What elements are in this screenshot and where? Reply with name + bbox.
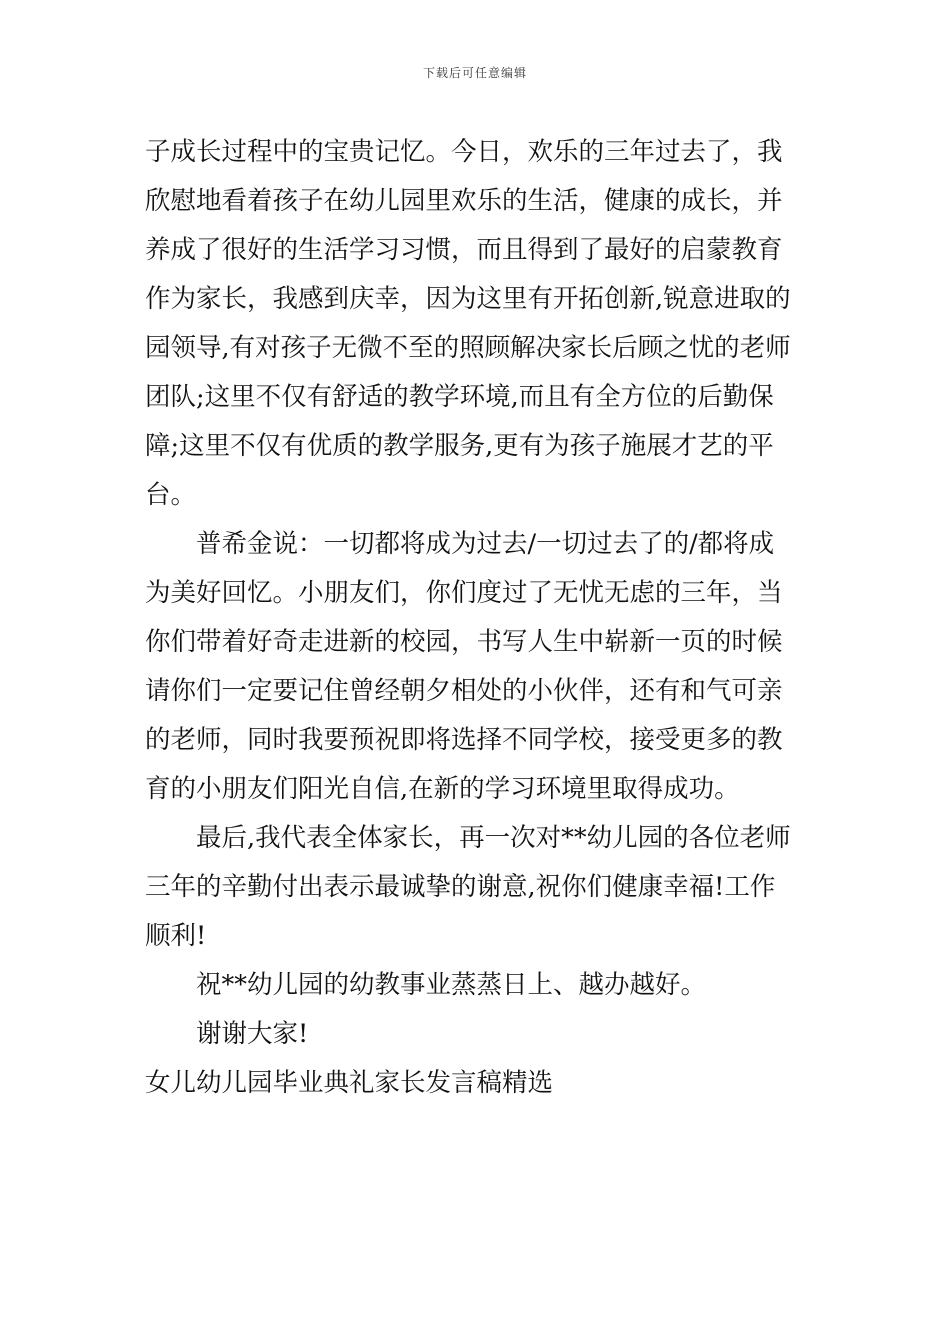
paragraph-line: 的老师，同时我要预祝即将选择不同学校，接受更多的教 — [145, 725, 783, 755]
paragraph-line: 为美好回忆。小朋友们，你们度过了无忧无虑的三年，当 — [145, 578, 783, 608]
next-section-title: 女儿幼儿园毕业典礼家长发言稿精选 — [145, 1068, 554, 1098]
paragraph-line: 子成长过程中的宝贵记忆。今日，欢乐的三年过去了，我 — [145, 137, 783, 167]
paragraph-line: 你们带着好奇走进新的校园，书写人生中崭新一页的时候 — [145, 627, 783, 657]
paragraph-line: 养成了很好的生活学习习惯，而且得到了最好的启蒙教育 — [145, 235, 783, 265]
paragraph-line: 最后,我代表全体家长，再一次对**幼儿园的各位老师 — [196, 823, 791, 853]
paragraph-line: 台。 — [145, 480, 197, 510]
header-note: 下载后可任意编辑 — [422, 66, 527, 80]
paragraph-line: 育的小朋友们阳光自信,在新的学习环境里取得成功。 — [145, 774, 740, 804]
paragraph-line: 谢谢大家! — [196, 1019, 309, 1049]
paragraph-line: 欣慰地看着孩子在幼儿园里欢乐的生活，健康的成长，并 — [145, 186, 783, 216]
paragraph-line: 三年的辛勤付出表示最诚挚的谢意,祝你们健康幸福!工作 — [145, 872, 776, 902]
paragraph-line: 顺利! — [145, 921, 207, 951]
paragraph-line: 障;这里不仅有优质的教学服务,更有为孩子施展才艺的平 — [145, 431, 774, 461]
paragraph-line: 普希金说：一切都将成为过去/一切过去了的/都将成 — [196, 529, 775, 559]
paragraph-line: 园领导,有对孩子无微不至的照顾解决家长后顾之忧的老师 — [145, 333, 791, 363]
paragraph-line: 作为家长，我感到庆幸，因为这里有开拓创新,锐意进取的 — [145, 284, 791, 314]
paragraph-line: 请你们一定要记住曾经朝夕相处的小伙伴，还有和气可亲 — [145, 676, 783, 706]
document-body — [145, 128, 810, 1108]
paragraph-line: 祝**幼儿园的幼教事业蒸蒸日上、越办越好。 — [196, 970, 707, 1000]
paragraph-line: 团队;这里不仅有舒适的教学环境,而且有全方位的后勤保 — [145, 382, 774, 412]
